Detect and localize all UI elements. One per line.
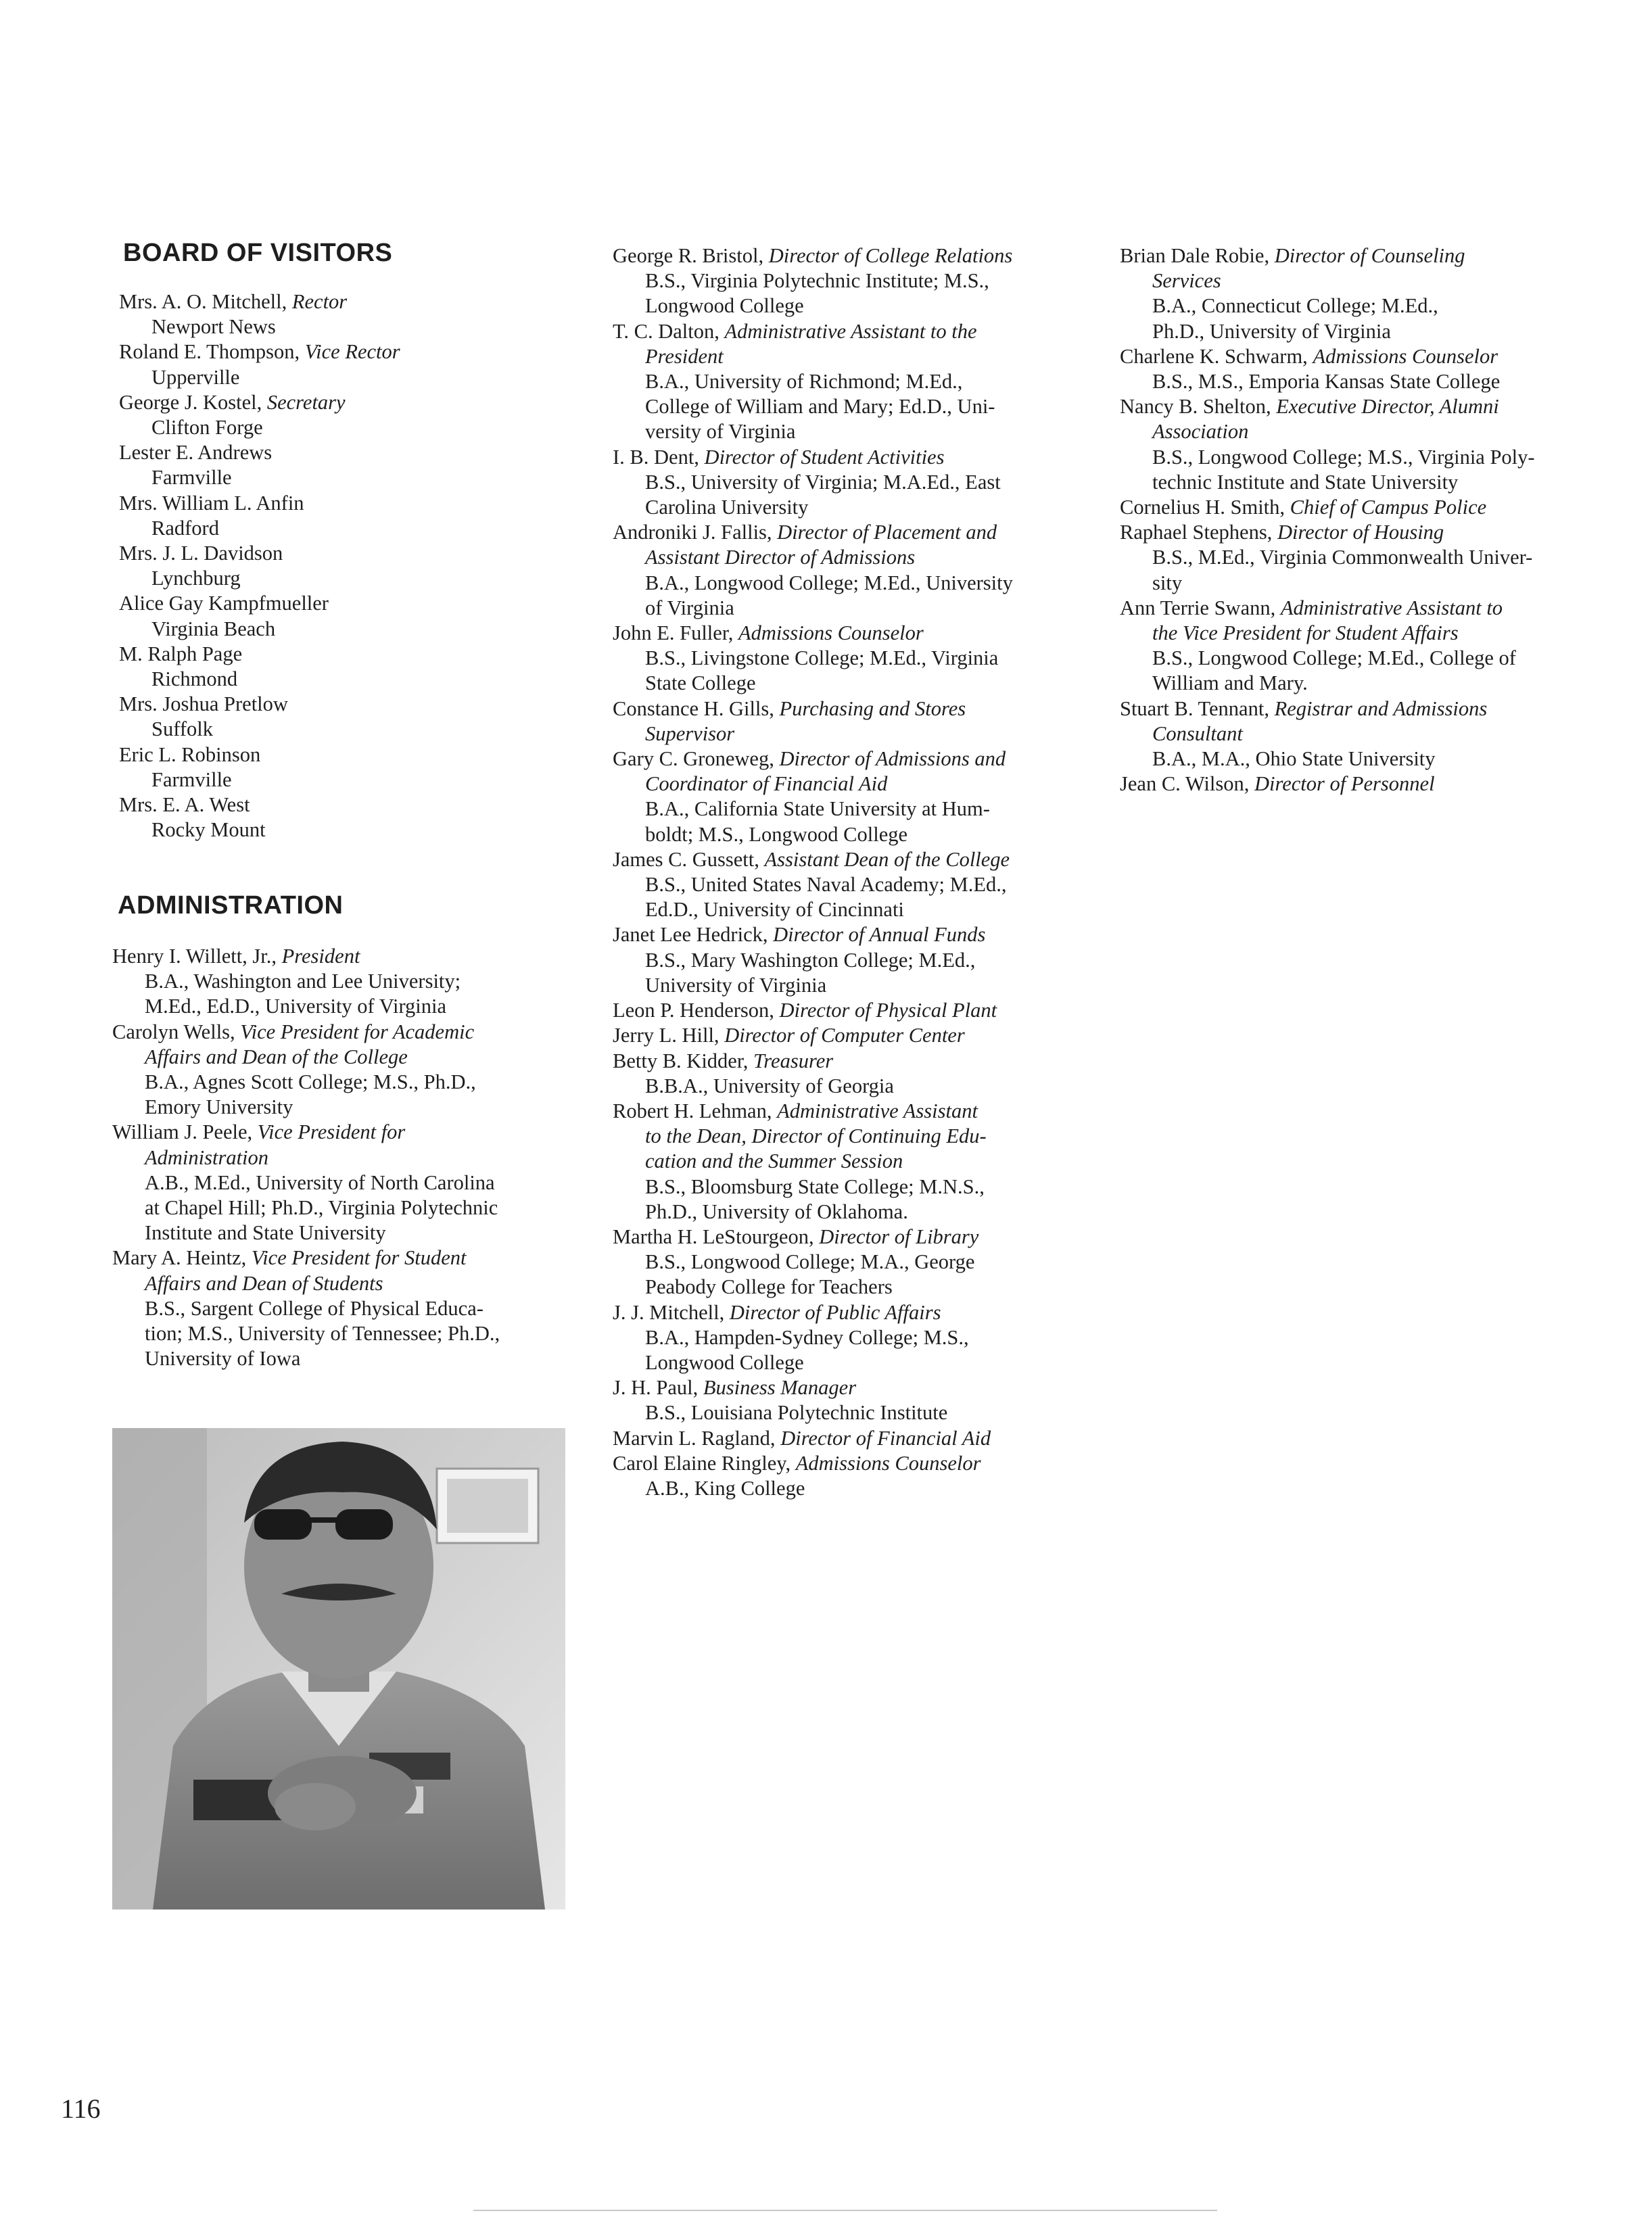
staff-name: William J. Peele, [112,1120,253,1144]
staff-title-continued: the Vice President for Student Affairs [1152,621,1459,645]
staff-title: Admissions Counselor [738,621,924,645]
man-in-uniform-photo [112,1428,565,1909]
staff-title: Purchasing and Stores [779,696,966,720]
staff-name-line [1120,596,1634,621]
board-of-visitors-list [119,289,400,843]
member-name: Alice Gay Kampfmueller [119,592,329,615]
staff-name-line [613,1023,1113,1048]
staff-name-line [613,1049,1113,1074]
staff-name: Carol Elaine Ringley, [613,1451,791,1475]
staff-name-line [613,1099,1113,1124]
staff-name: Cornelius H. Smith, [1120,496,1285,519]
staff-name: Gary C. Groneweg, [613,747,774,771]
staff-name: Ann Terrie Swann, [1120,596,1276,619]
staff-degrees: University of Iowa [145,1347,301,1371]
bottom-rule [473,2210,1217,2211]
staff-name: John E. Fuller, [613,621,734,645]
staff-name: Constance H. Gills, [613,696,774,720]
staff-title: Director of Counseling [1274,244,1465,267]
staff-entry [613,445,1113,521]
staff-degrees: at Chapel Hill; Ph.D., Virginia Polytechnic [145,1196,498,1220]
staff-degrees: A.B., King College [645,1476,805,1500]
staff-name: T. C. Dalton, [613,319,719,343]
board-member [119,541,400,591]
staff-entry [613,1225,1113,1300]
staff-name: I. B. Dent, [613,445,699,469]
staff-degrees: B.S., Louisiana Polytechnic Institute [645,1401,948,1425]
staff-name: Henry I. Willett, Jr., [112,945,277,968]
staff-name-line [613,696,1113,721]
staff-degrees: William and Mary. [1152,671,1308,695]
staff-degrees: of Virginia [645,596,734,619]
staff-title: Chief of Campus Police [1290,496,1487,519]
member-name: Mrs. Joshua Pretlow [119,692,288,716]
staff-name-line [1120,495,1634,520]
staff-name-line [613,1225,1113,1250]
staff-degrees: Peabody College for Teachers [645,1275,893,1299]
member-hometown: Richmond [151,667,238,691]
board-member [119,390,400,440]
staff-title-continued: Association [1152,420,1249,444]
staff-name-line [613,621,1113,646]
staff-entry [613,746,1113,847]
administration-heading: ADMINISTRATION [118,891,344,920]
staff-entry [613,1099,1113,1225]
staff-title-continued: Administration [145,1145,269,1169]
administration-column-1 [112,944,500,1371]
member-name-line [119,440,400,465]
staff-entry [613,998,1113,1023]
staff-degrees: Emory University [145,1095,293,1119]
staff-name: Marvin L. Ragland, [613,1426,776,1450]
staff-title: Director of Financial Aid [780,1426,991,1450]
staff-degrees: College of William and Mary; Ed.D., Uni- [645,395,995,419]
staff-degrees: B.A., M.A., Ohio State University [1152,747,1436,771]
staff-degrees: Longwood College [645,1350,804,1374]
staff-degrees: Carolina University [645,496,809,519]
staff-name: Carolyn Wells, [112,1020,235,1043]
member-hometown: Farmville [151,466,232,490]
member-name-line [119,289,400,314]
staff-entry [613,520,1113,621]
staff-name: James C. Gussett, [613,847,759,871]
staff-degrees: sity [1152,571,1183,594]
member-hometown: Rocky Mount [151,818,266,842]
staff-entry [613,621,1113,696]
member-hometown: Clifton Forge [151,416,263,440]
staff-title: Administrative Assistant to [1280,596,1503,619]
staff-name: Jerry L. Hill, [613,1024,719,1047]
staff-title-continued: Coordinator of Financial Aid [645,772,888,796]
staff-title: Director of College Relations [768,244,1013,267]
staff-degrees: Ph.D., University of Virginia [1152,319,1391,343]
member-name: Mrs. J. L. Davidson [119,542,283,565]
staff-name-line [613,922,1113,947]
staff-title-continued: Services [1152,269,1221,293]
staff-name-line [1120,772,1634,797]
staff-degrees: B.A., Longwood College; M.Ed., University [645,571,1013,594]
member-name-line [119,692,400,717]
staff-degrees: State College [645,671,756,695]
staff-name: Brian Dale Robie, [1120,244,1270,267]
member-name: Mrs. William L. Anfin [119,491,304,515]
staff-entry [112,944,500,1020]
staff-name-line [613,1426,1113,1451]
member-hometown: Lynchburg [151,567,241,590]
staff-entry [613,243,1113,319]
staff-degrees: Longwood College [645,294,804,318]
member-name: Mrs. A. O. Mitchell, [119,290,287,313]
staff-name-line [1120,243,1634,268]
staff-title: Assistant Dean of the College [764,847,1010,871]
staff-name: Stuart B. Tennant, [1120,696,1269,720]
staff-name-line [613,1300,1113,1325]
staff-title: Director of Student Activities [704,445,945,469]
staff-name-line [613,319,1113,344]
member-name: George J. Kostel, [119,390,262,414]
member-name-line [119,390,400,415]
page-number: 116 [61,2093,101,2124]
staff-name: Janet Lee Hedrick, [613,923,768,947]
staff-entry [613,1300,1113,1376]
staff-degrees: B.S., M.S., Emporia Kansas State College [1152,370,1501,394]
board-member [119,440,400,490]
member-name-line [119,792,400,817]
staff-entry [1120,772,1634,797]
member-name: Eric L. Robinson [119,742,261,766]
staff-degrees: B.S., Longwood College; M.A., George [645,1250,975,1274]
staff-name-line [1120,520,1634,545]
staff-degrees: Ph.D., University of Oklahoma. [645,1200,908,1223]
member-title: Secretary [266,390,346,414]
administration-column-3 [1120,243,1634,797]
staff-title: Administrative Assistant to the [724,319,977,343]
member-hometown: Upperville [151,365,240,389]
staff-title: Director of Public Affairs [729,1300,941,1324]
staff-name: Robert H. Lehman, [613,1099,772,1122]
staff-title: Director of Housing [1277,521,1444,544]
staff-title: Registrar and Admissions [1274,696,1488,720]
staff-title-continued: Affairs and Dean of the College [145,1045,408,1068]
staff-title: Vice President for [257,1120,406,1144]
staff-entry [1120,495,1634,520]
staff-name: Nancy B. Shelton, [1120,395,1271,419]
staff-title: Admissions Counselor [795,1451,981,1475]
staff-entry [1120,596,1634,696]
member-title: Rector [291,290,348,313]
staff-name-line [613,847,1113,872]
board-member [119,491,400,541]
staff-entry [1120,696,1634,772]
staff-entry [1120,394,1634,495]
staff-entry [613,1023,1113,1048]
staff-degrees: University of Virginia [645,973,827,997]
staff-name-line [1120,344,1634,369]
staff-degrees: B.S., United States Naval Academy; M.Ed., [645,873,1007,897]
staff-name: Charlene K. Schwarm, [1120,344,1308,368]
member-hometown: Radford [151,516,219,540]
staff-entry [613,1426,1113,1451]
member-name: Lester E. Andrews [119,441,273,465]
staff-degrees: B.S., Livingstone College; M.Ed., Virginia [645,646,999,670]
member-name: Roland E. Thompson, [119,340,300,364]
staff-name-line [613,1451,1113,1476]
staff-degrees: B.A., Washington and Lee University; [145,970,461,993]
staff-title-continued: to the Dean, Director of Continuing Edu- [645,1124,987,1148]
staff-name-line [613,998,1113,1023]
staff-title: Business Manager [703,1376,857,1400]
member-name-line [119,642,400,667]
staff-degrees: technic Institute and State University [1152,470,1459,494]
member-hometown: Newport News [151,315,276,339]
staff-name: Martha H. LeStourgeon, [613,1225,814,1248]
staff-degrees: B.S., University of Virginia; M.A.Ed., East [645,470,1001,494]
staff-degrees: tion; M.S., University of Tennessee; Ph.D., [145,1322,500,1346]
staff-title-continued: Affairs and Dean of Students [145,1271,383,1295]
staff-degrees: boldt; M.S., Longwood College [645,822,908,846]
member-name-line [119,742,400,767]
staff-name-line [613,243,1113,268]
staff-name-line [1120,696,1634,721]
staff-degrees: B.A., Hampden-Sydney College; M.S., [645,1325,969,1349]
staff-name: Mary A. Heintz, [112,1246,247,1270]
staff-name: Jean C. Wilson, [1120,772,1250,796]
board-of-visitors-heading: BOARD OF VISITORS [123,239,393,267]
staff-entry [613,1451,1113,1501]
staff-entry [613,696,1113,746]
staff-degrees: B.B.A., University of Georgia [645,1074,894,1097]
staff-degrees: B.S., M.Ed., Virginia Commonwealth Univer- [1152,546,1533,569]
member-name-line [119,339,400,364]
staff-title: President [281,945,360,968]
staff-title: Administrative Assistant [777,1099,978,1122]
staff-title: Director of Placement and [777,521,997,544]
staff-name-line [1120,394,1634,419]
staff-title: Director of Computer Center [724,1024,965,1047]
staff-name-line [613,746,1113,772]
staff-title: Vice President for Academic [240,1020,475,1043]
staff-name: J. H. Paul, [613,1376,699,1400]
staff-degrees: Institute and State University [145,1221,386,1245]
member-hometown: Suffolk [151,717,213,741]
staff-degrees: B.A., California State University at Hum- [645,797,990,821]
staff-entry [112,1120,500,1246]
board-member [119,742,400,792]
staff-title-continued: Consultant [1152,721,1243,745]
staff-degrees: B.S., Bloomsburg State College; M.N.S., [645,1175,985,1198]
staff-title: Director of Physical Plant [779,999,997,1022]
staff-title-continued: Assistant Director of Admissions [645,546,916,569]
staff-entry [1120,243,1634,344]
staff-photograph [112,1428,565,1909]
staff-entry [613,922,1113,998]
staff-entry [1120,520,1634,596]
staff-degrees: M.Ed., Ed.D., University of Virginia [145,995,447,1018]
member-hometown: Virginia Beach [151,617,276,640]
staff-title: Vice President for Student [251,1246,467,1270]
staff-title: Admissions Counselor [1313,344,1498,368]
staff-degrees: B.S., Mary Washington College; M.Ed., [645,948,976,972]
member-name-line [119,541,400,566]
staff-name: Androniki J. Fallis, [613,521,772,544]
staff-title: Treasurer [753,1049,834,1072]
staff-entry [1120,344,1634,394]
administration-column-2 [613,243,1113,1501]
member-title: Vice Rector [304,340,400,364]
staff-name-line [613,520,1113,545]
staff-title-continued: President [645,344,724,368]
staff-degrees: B.A., University of Richmond; M.Ed., [645,370,963,394]
staff-name: J. J. Mitchell, [613,1300,725,1324]
staff-entry [112,1020,500,1120]
staff-degrees: B.A., Connecticut College; M.Ed., [1152,294,1438,318]
staff-name: Raphael Stephens, [1120,521,1273,544]
member-name-line [119,591,400,616]
board-member [119,792,400,843]
staff-degrees: B.S., Virginia Polytechnic Institute; M.S., [645,269,989,293]
staff-name-line [112,944,500,969]
staff-degrees: A.B., M.Ed., University of North Carolina [145,1170,495,1194]
board-member [119,591,400,641]
board-member [119,289,400,339]
staff-title: Executive Director, Alumni [1276,395,1499,419]
board-member [119,339,400,389]
staff-degrees: B.A., Agnes Scott College; M.S., Ph.D., [145,1070,476,1094]
staff-degrees: Ed.D., University of Cincinnati [645,898,904,922]
staff-title: Director of Annual Funds [773,923,986,947]
member-name: M. Ralph Page [119,642,243,665]
member-name-line [119,491,400,516]
staff-name-line [112,1020,500,1045]
staff-name-line [112,1120,500,1145]
staff-entry [613,319,1113,445]
staff-title-continued: cation and the Summer Session [645,1149,903,1173]
staff-entry [613,847,1113,923]
staff-title: Director of Personnel [1254,772,1435,796]
staff-name: George R. Bristol, [613,244,764,267]
board-member [119,642,400,692]
member-hometown: Farmville [151,767,232,791]
staff-name-line [112,1246,500,1271]
staff-title: Director of Library [819,1225,979,1248]
staff-title: Director of Admissions and [779,747,1006,771]
staff-title-continued: Supervisor [645,721,735,745]
staff-degrees: B.S., Sargent College of Physical Educa- [145,1296,483,1320]
staff-entry [613,1049,1113,1099]
staff-name: Leon P. Henderson, [613,999,774,1022]
staff-name: Betty B. Kidder, [613,1049,749,1072]
staff-degrees: versity of Virginia [645,420,796,444]
board-member [119,692,400,742]
staff-name-line [613,1375,1113,1400]
member-name: Mrs. E. A. West [119,793,250,817]
staff-name-line [613,445,1113,470]
staff-degrees: B.S., Longwood College; M.Ed., College of [1152,646,1516,670]
staff-entry [613,1375,1113,1425]
staff-entry [112,1246,500,1371]
staff-degrees: B.S., Longwood College; M.S., Virginia Poly- [1152,445,1535,469]
